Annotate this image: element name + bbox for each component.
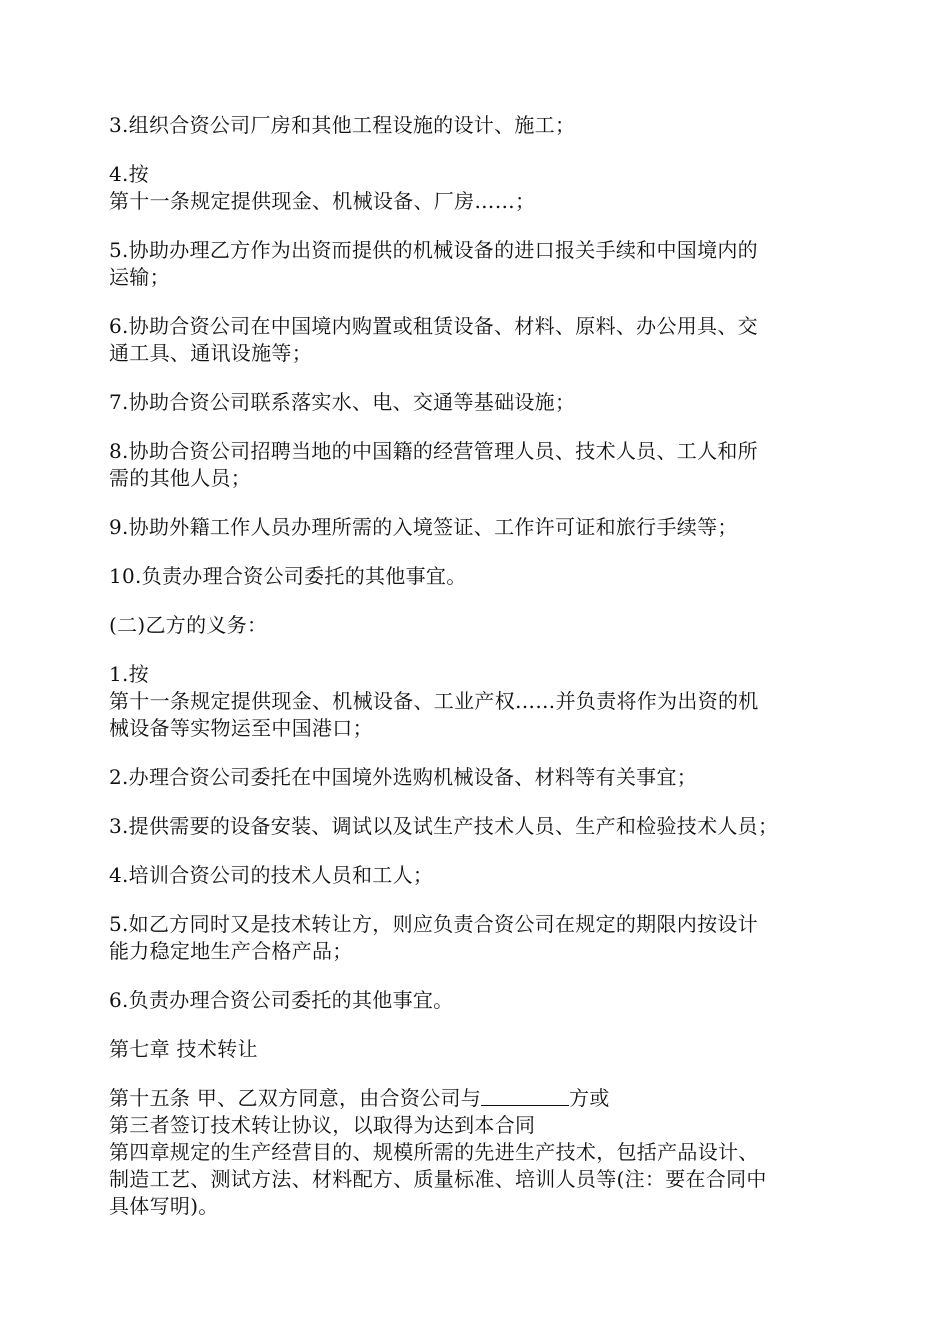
party-b-item-1-line-3: 械设备等实物运至中国港口； xyxy=(109,716,373,740)
party-a-item-10-text: 10.负责办理合资公司委托的其他事宜。 xyxy=(109,564,467,588)
fill-in-blank xyxy=(481,1087,569,1106)
party-a-item-7-text: 7.协助合资公司联系落实水、电、交通等基础设施； xyxy=(109,390,576,414)
party-a-item-5-line-1: 5.协助办理乙方作为出资而提供的机械设备的进口报关手续和中国境内的 xyxy=(109,238,758,262)
party-a-item-4-line-1: 4.按 xyxy=(109,162,149,186)
article-15-line-4: 制造工艺、测试方法、材料配方、质量标准、培训人员等(注：要在合同中 xyxy=(109,1167,767,1191)
party-b-item-5-line-2: 能力稳定地生产合格产品； xyxy=(109,939,353,963)
party-b-item-2-text: 2.办理合资公司委托在中国境外选购机械设备、材料等有关事宜； xyxy=(109,765,698,789)
party-a-item-9-text: 9.协助外籍工作人员办理所需的入境签证、工作许可证和旅行手续等； xyxy=(109,515,738,539)
article-15-line-1-end: 方或 xyxy=(569,1086,610,1110)
article-15-line-5: 具体写明)。 xyxy=(109,1194,219,1218)
party-b-item-6-text: 6.负责办理合资公司委托的其他事宜。 xyxy=(109,988,454,1012)
party-b-item-5-line-1: 5.如乙方同时又是技术转让方，则应负责合资公司在规定的期限内按设计 xyxy=(109,912,758,936)
party-b-item-4 xyxy=(109,862,844,889)
article-15-line-1 xyxy=(109,1085,844,1112)
party-b-item-3-text: 3.提供需要的设备安装、调试以及试生产技术人员、生产和检验技术人员； xyxy=(109,814,779,838)
party-b-item-1 xyxy=(109,661,844,742)
chapter-title: 第七章 技术转让 xyxy=(109,1037,258,1061)
party-a-item-8-line-2: 需的其他人员； xyxy=(109,466,252,490)
party-b-item-3 xyxy=(109,813,844,840)
party-a-item-9 xyxy=(109,514,844,541)
party-b-item-5 xyxy=(109,911,844,965)
party-b-item-1-line-2: 第十一条规定提供现金、机械设备、工业产权……并负责将作为出资的机 xyxy=(109,689,759,713)
party-b-item-4-text: 4.培训合资公司的技术人员和工人； xyxy=(109,863,434,887)
party-a-item-5 xyxy=(109,237,844,291)
party-a-item-10 xyxy=(109,563,844,590)
party-a-item-4 xyxy=(109,161,844,215)
party-a-item-6 xyxy=(109,313,844,367)
party-a-item-3 xyxy=(109,112,844,139)
party-a-item-8 xyxy=(109,438,844,492)
chapter-heading xyxy=(109,1036,844,1063)
party-b-heading xyxy=(109,612,844,639)
party-a-item-3-text: 3.组织合资公司厂房和其他工程设施的设计、施工； xyxy=(109,113,576,137)
document-page xyxy=(109,112,844,1242)
party-a-item-7 xyxy=(109,389,844,416)
party-a-item-5-line-2: 运输； xyxy=(109,265,170,289)
party-a-item-6-line-1: 6.协助合资公司在中国境内购置或租赁设备、材料、原料、办公用具、交 xyxy=(109,314,758,338)
article-15-line-1-start: 第十五条 甲、乙双方同意，由合资公司与 xyxy=(109,1086,482,1110)
party-b-item-6 xyxy=(109,987,844,1014)
party-b-item-1-line-1: 1.按 xyxy=(109,662,149,686)
party-a-item-6-line-2: 通工具、通讯设施等； xyxy=(109,341,312,365)
party-a-item-8-line-1: 8.协助合资公司招聘当地的中国籍的经营管理人员、技术人员、工人和所 xyxy=(109,439,758,463)
party-b-item-2 xyxy=(109,764,844,791)
article-15-line-3: 第四章规定的生产经营目的、规模所需的先进生产技术，包括产品设计、 xyxy=(109,1140,759,1164)
article-15-line-2: 第三者签订技术转让协议，以取得为达到本合同 xyxy=(109,1113,536,1137)
party-b-heading-text: (二)乙方的义务： xyxy=(109,613,268,637)
party-a-item-4-line-2: 第十一条规定提供现金、机械设备、厂房……； xyxy=(109,189,536,213)
article-15 xyxy=(109,1085,844,1220)
